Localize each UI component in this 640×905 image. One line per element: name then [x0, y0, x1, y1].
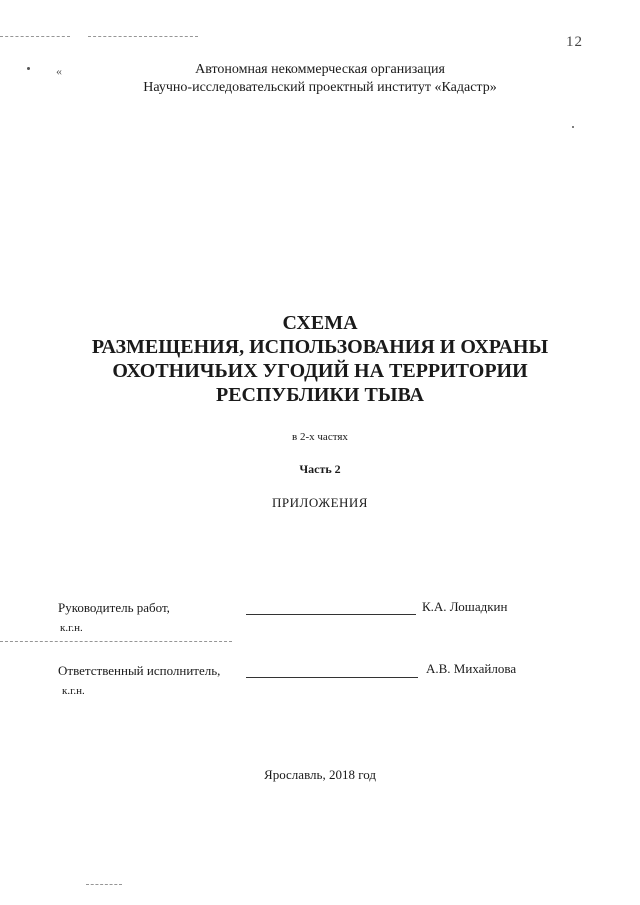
- title-line-3: ОХОТНИЧЬИХ УГОДИЙ НА ТЕРРИТОРИИ: [112, 360, 528, 382]
- signature-name-executor: А.В. Михайлова: [426, 661, 517, 676]
- stray-quote-mark: «: [56, 64, 62, 78]
- title-line-4: РЕСПУБЛИКИ ТЫВА: [216, 384, 424, 406]
- section-label: ПРИЛОЖЕНИЯ: [272, 495, 368, 510]
- signature-line-head: [246, 614, 416, 615]
- scan-artifact-line: [0, 36, 70, 37]
- part-label: Часть 2: [299, 462, 341, 476]
- scan-artifact-dot: [572, 126, 574, 128]
- scan-artifact-line: [0, 641, 232, 642]
- organization-name: Научно-исследовательский проектный институт «Кадастр»: [143, 80, 497, 95]
- scan-artifact-line: [86, 884, 122, 885]
- organization-type: Автономная некоммерческая организация: [195, 62, 445, 77]
- document-title: [0, 311, 640, 407]
- signature-line-executor: [246, 677, 418, 678]
- signature-name-head: К.А. Лошадкин: [422, 599, 508, 614]
- signature-degree-executor: к.г.н.: [62, 685, 85, 697]
- parts-note: в 2-х частях: [292, 431, 348, 443]
- signature-role-executor: Ответственный исполнитель,: [58, 663, 221, 678]
- title-line-1: СХЕМА: [282, 312, 358, 334]
- title-line-2: РАЗМЕЩЕНИЯ, ИСПОЛЬЗОВАНИЯ И ОХРАНЫ: [91, 336, 549, 358]
- page-number: 12: [566, 34, 583, 50]
- city-year: Ярославль, 2018 год: [264, 767, 376, 782]
- scan-artifact-line: [88, 36, 198, 37]
- signature-degree-head: к.г.н.: [60, 622, 83, 634]
- signature-role-head: Руководитель работ,: [58, 600, 170, 615]
